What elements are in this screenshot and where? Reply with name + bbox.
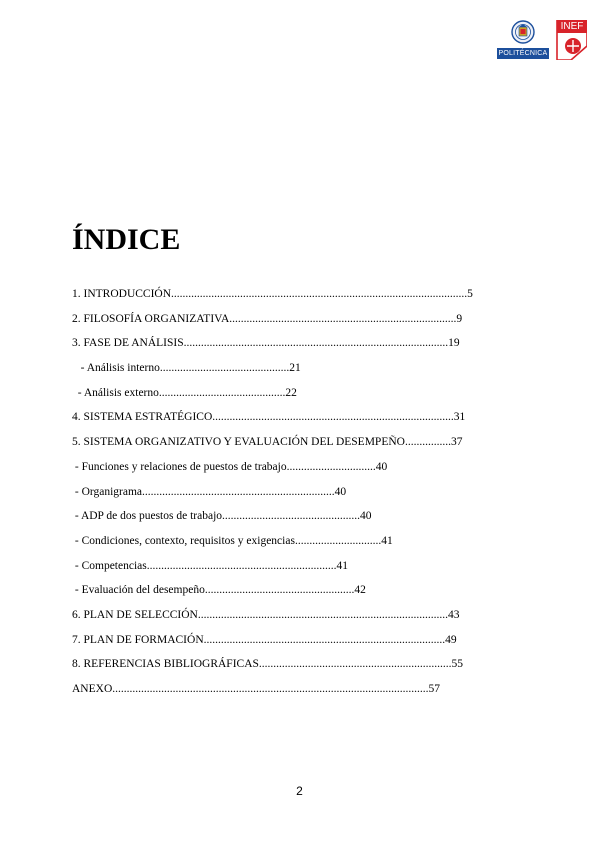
toc-leader-dots: ....................................................................................... — [197, 608, 448, 621]
toc-entry[interactable] — [72, 381, 492, 406]
toc-entry-text: - Condiciones, contexto, requisitos y exigencias — [74, 534, 295, 547]
toc-indent — [72, 356, 81, 381]
toc-entry-text: - Competencias — [74, 559, 147, 572]
toc-entry[interactable] — [72, 677, 492, 702]
toc-page-number: 21 — [289, 362, 301, 375]
university-seal-icon — [511, 20, 535, 46]
toc-page-number: 5 — [467, 288, 473, 300]
page-title: ÍNDICE — [72, 223, 181, 256]
upm-logo-text: POLITÉCNICA — [498, 50, 548, 57]
toc-page-number: 55 — [451, 658, 464, 671]
toc-page-number: 41 — [336, 559, 348, 572]
toc-entry[interactable] — [72, 578, 492, 603]
toc-leader-dots: ............................... — [286, 460, 376, 473]
toc-entry[interactable] — [72, 529, 492, 554]
toc-entry-text: - Análisis externo — [77, 386, 159, 399]
toc-entry-text: 2. FILOSOFÍA ORGANIZATIVA — [72, 312, 230, 325]
toc-page-number: 57 — [428, 683, 440, 695]
toc-page-number: 31 — [453, 411, 466, 424]
toc-page-number: 19 — [448, 337, 460, 350]
toc-entry-text: 5. SISTEMA ORGANIZATIVO Y EVALUACIÓN DEL DESEMPEÑO — [72, 436, 405, 449]
toc-page-number: 22 — [285, 386, 297, 399]
toc-entry-text: - Análisis interno — [80, 362, 160, 375]
toc-leader-dots: ................................................................... — [142, 485, 335, 498]
toc-entry[interactable] — [72, 307, 492, 332]
toc-leader-dots: .................................................... — [204, 584, 355, 597]
toc-entry[interactable] — [72, 282, 492, 307]
toc-entry-text: - Funciones y relaciones de puestos de trabajo — [74, 460, 287, 473]
toc-entry[interactable] — [72, 504, 492, 529]
toc-page-number: 43 — [448, 608, 460, 621]
toc-entry-text: 8. REFERENCIAS BIBLIOGRÁFICAS — [72, 658, 259, 671]
toc-entry[interactable] — [72, 356, 492, 381]
toc-entry-text: - Organigrama — [74, 485, 143, 498]
toc-page-number: 49 — [445, 633, 457, 646]
toc-leader-dots: ............................................................................... — [229, 312, 457, 325]
toc-entry-text: 1. INTRODUCCIÓN — [72, 288, 172, 300]
toc-entry-text: 6. PLAN DE SELECCIÓN — [72, 608, 198, 621]
toc-leader-dots: .............................................................................................................. — [112, 683, 429, 695]
toc-leader-dots: ............................................ — [158, 386, 286, 399]
table-of-contents — [72, 282, 492, 702]
header-logos — [497, 20, 589, 60]
toc-leader-dots: ............................................................................................ — [183, 337, 449, 350]
toc-leader-dots: ....................................................................................................... — [171, 288, 468, 300]
toc-leader-dots: .................................................................................... — [203, 633, 446, 646]
toc-entry-text: ANEXO — [72, 683, 113, 695]
toc-page-number: 40 — [375, 460, 388, 473]
toc-page-number: 40 — [360, 510, 372, 523]
toc-entry[interactable] — [72, 652, 492, 677]
inef-logo — [551, 20, 587, 60]
toc-leader-dots: .................................................................. — [146, 559, 337, 572]
toc-leader-dots: .................................................................................... — [212, 411, 454, 424]
toc-entry-text: - Evaluación del desempeño — [74, 584, 205, 597]
upm-logo — [497, 20, 549, 60]
toc-entry-text: 3. FASE DE ANÁLISIS — [72, 337, 184, 350]
toc-entry-text: - ADP de dos puestos de trabajo — [74, 510, 223, 523]
toc-page-number: 40 — [334, 485, 347, 498]
toc-leader-dots: ................................................................... — [258, 658, 452, 671]
toc-page-number: 37 — [450, 436, 463, 449]
toc-entry[interactable] — [72, 331, 492, 356]
toc-leader-dots: .............................. — [294, 534, 382, 547]
toc-entry-text: 7. PLAN DE FORMACIÓN — [72, 633, 204, 646]
toc-entry[interactable] — [72, 405, 492, 430]
toc-entry-text: 4. SISTEMA ESTRATÉGICO — [72, 411, 213, 424]
toc-page-number: 41 — [381, 534, 393, 547]
toc-entry[interactable] — [72, 554, 492, 579]
inef-logo-text: INEF — [557, 20, 587, 33]
toc-entry[interactable] — [72, 480, 492, 505]
page-number: 2 — [296, 784, 303, 798]
toc-entry[interactable] — [72, 603, 492, 628]
toc-entry[interactable] — [72, 455, 492, 480]
toc-entry[interactable] — [72, 628, 492, 653]
toc-leader-dots: ................................................ — [222, 510, 361, 523]
toc-entry[interactable] — [72, 430, 492, 455]
toc-leader-dots: ................ — [404, 436, 451, 449]
toc-page-number: 42 — [354, 584, 366, 597]
toc-leader-dots: ............................................. — [159, 362, 290, 375]
toc-page-number: 9 — [456, 312, 463, 325]
